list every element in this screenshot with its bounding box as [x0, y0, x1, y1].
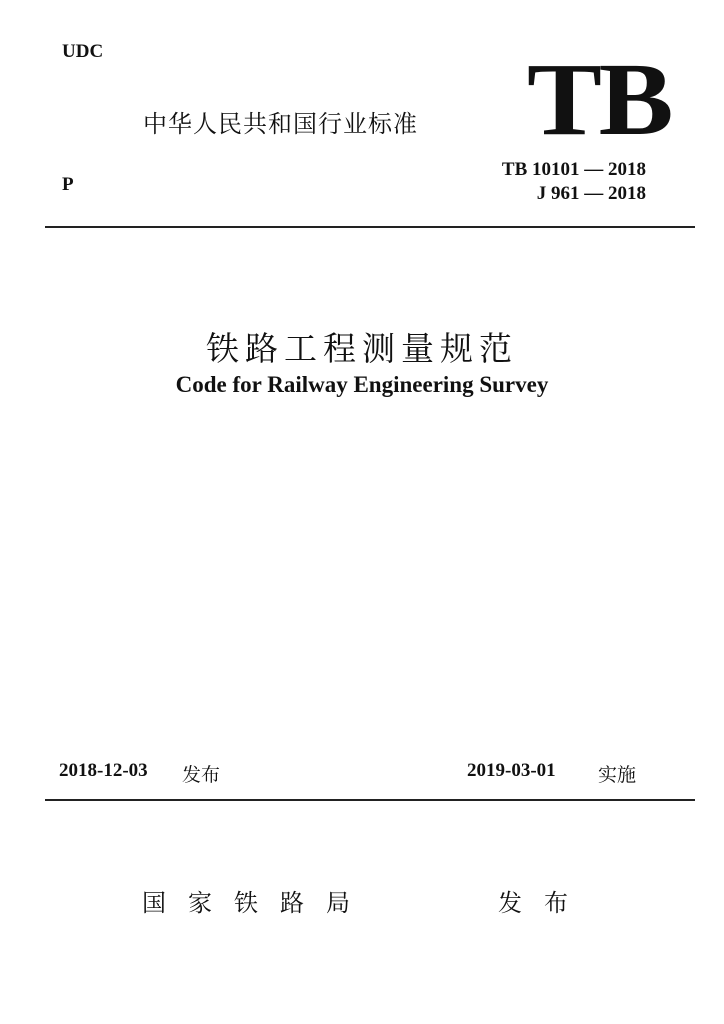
- udc-label: UDC: [62, 41, 104, 62]
- standard-code-secondary: J 961 — 2018: [536, 183, 646, 204]
- issue-date: 2018-12-03: [59, 760, 148, 781]
- issuer-action: 发布: [498, 889, 590, 917]
- effective-date: 2019-03-01: [467, 760, 556, 781]
- standard-class-label: 中华人民共和国行业标准: [143, 110, 418, 138]
- footer-divider: [45, 799, 695, 801]
- issuer-name: 国家铁路局: [142, 889, 372, 917]
- document-title-english: Code for Railway Engineering Survey: [175, 372, 549, 397]
- effective-label: 实施: [598, 764, 637, 786]
- standard-codes: [502, 158, 646, 206]
- issue-label: 发布: [182, 764, 221, 786]
- tb-logo: TB: [527, 42, 671, 157]
- document-title-chinese: 铁路工程测量规范: [206, 329, 518, 368]
- category-label: P: [62, 174, 74, 195]
- header-divider: [45, 226, 695, 228]
- standard-code-primary: TB 10101 — 2018: [501, 159, 646, 180]
